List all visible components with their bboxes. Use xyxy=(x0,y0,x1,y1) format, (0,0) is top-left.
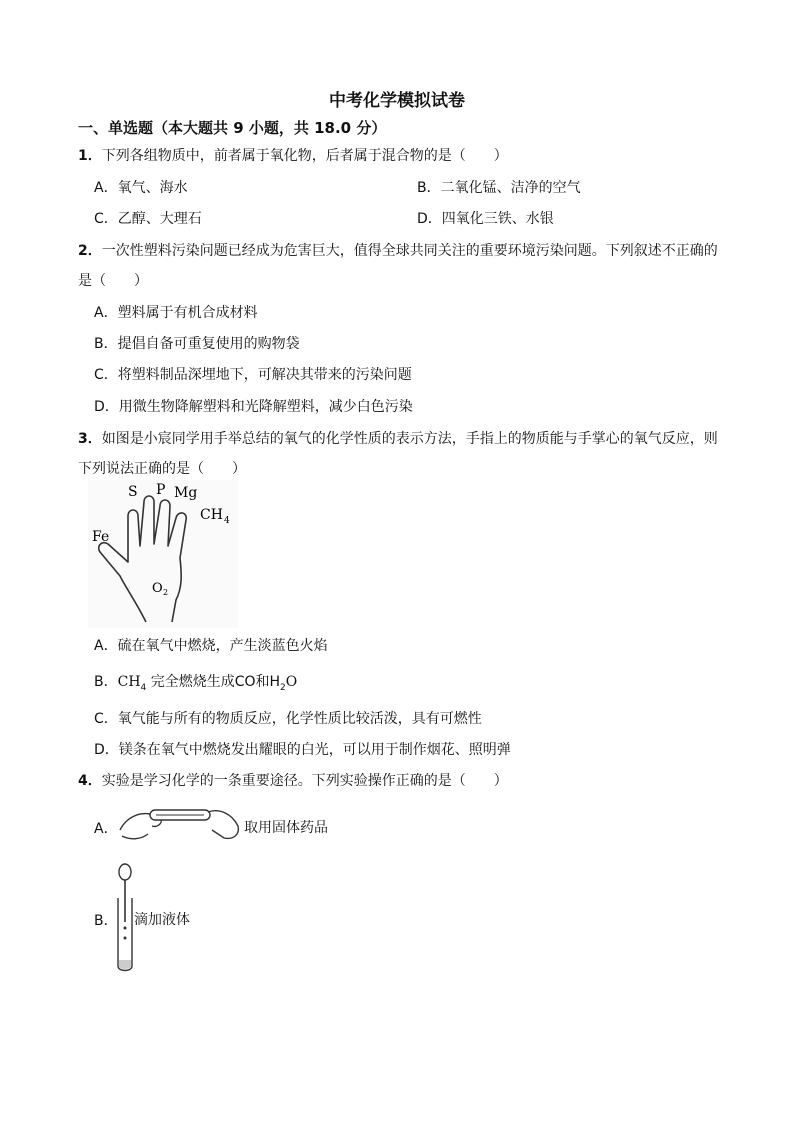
question-4-option-a-text: 取用固体药品 xyxy=(244,820,328,836)
question-3-option-b xyxy=(94,671,297,693)
option-b-letter: B． xyxy=(94,674,118,690)
label-ch4: CH xyxy=(200,507,223,523)
label-o2-subscript: 2 xyxy=(163,588,169,597)
option-b-ch: CH xyxy=(117,674,141,690)
question-3-stem-line-1 xyxy=(78,428,718,448)
question-1-stem xyxy=(78,145,508,165)
question-4-option-a-letter: A． xyxy=(94,821,118,837)
question-3-option-c: C．氧气能与所有的物质反应，化学性质比较活泼，具有可燃性 xyxy=(94,711,482,727)
question-2-text-1: 一次性塑料污染问题已经成为危害巨大，值得全球共同关注的重要环境污染问题。下列叙述不正确的 xyxy=(101,243,718,259)
option-b-mid: 完全燃烧生成CO和H xyxy=(150,674,281,690)
question-2-number: 2． xyxy=(78,243,102,259)
label-mg: Mg xyxy=(174,485,198,501)
question-3-number: 3． xyxy=(78,431,102,447)
drop-icon xyxy=(124,937,127,940)
question-4-option-b-text: 滴加液体 xyxy=(134,912,190,928)
question-2-option-c: C．将塑料制品深埋地下，可解决其带来的污染问题 xyxy=(94,367,412,383)
question-3-option-a: A．硫在氧气中燃烧，产生淡蓝色火焰 xyxy=(94,638,328,654)
oxygen-hand-figure xyxy=(88,480,238,628)
question-2-stem-line-1 xyxy=(78,240,718,260)
page-title: 中考化学模拟试卷 xyxy=(329,91,465,111)
question-2-option-d: D．用微生物降解塑料和光降解塑料，减少白色污染 xyxy=(94,399,413,415)
dropper-bulb-icon xyxy=(119,864,131,880)
label-s: S xyxy=(128,484,138,500)
question-1-option-a: A．氧气、海水 xyxy=(94,180,188,196)
label-p: P xyxy=(156,482,166,498)
label-fe: Fe xyxy=(92,529,110,545)
right-hand-icon xyxy=(208,811,238,839)
liquid-icon xyxy=(119,960,131,969)
question-4-text: 实验是学习化学的一条重要途径。下列实验操作正确的是（ ） xyxy=(101,773,508,789)
question-2-stem-line-2: 是（ ） xyxy=(78,273,148,289)
label-ch4-subscript: 4 xyxy=(224,516,230,526)
question-4-stem xyxy=(78,770,508,790)
option-b-h-subscript: 2 xyxy=(280,682,286,693)
drop-icon xyxy=(124,927,127,930)
question-1-option-c: C．乙醇、大理石 xyxy=(94,211,202,227)
option-b-ch-subscript: 4 xyxy=(140,682,147,693)
question-3-text-1: 如图是小宸同学用手举总结的氧气的化学性质的表示方法，手指上的物质能与手掌心的氧气反应，则 xyxy=(101,431,718,447)
question-4-number: 4． xyxy=(78,773,102,789)
question-1-text: 下列各组物质中，前者属于氧化物，后者属于混合物的是（ ） xyxy=(101,148,508,164)
question-1-option-d: D．四氧化三铁、水银 xyxy=(417,211,554,227)
label-o2: O xyxy=(152,581,163,596)
question-3-option-d: D．镁条在氧气中燃烧发出耀眼的白光，可以用于制作烟花、照明弹 xyxy=(94,742,511,758)
question-2-option-b: B．提倡自备可重复使用的购物袋 xyxy=(94,336,300,352)
option-b-end: O xyxy=(285,674,298,690)
question-1-number: 1． xyxy=(78,148,102,164)
test-tube-solid-illustration xyxy=(116,800,242,844)
question-4-option-b-letter: B． xyxy=(94,913,118,929)
figure-background xyxy=(88,480,238,628)
question-3-stem-line-2: 下列说法正确的是（ ） xyxy=(78,461,246,477)
question-1-option-b: B．二氧化锰、洁净的空气 xyxy=(417,180,581,196)
left-hand-fingers-icon xyxy=(122,834,148,839)
section-heading: 一、单选题（本大题共 9 小题，共 18.0 分） xyxy=(78,119,387,137)
question-2-option-a: A．塑料属于有机合成材料 xyxy=(94,305,258,321)
